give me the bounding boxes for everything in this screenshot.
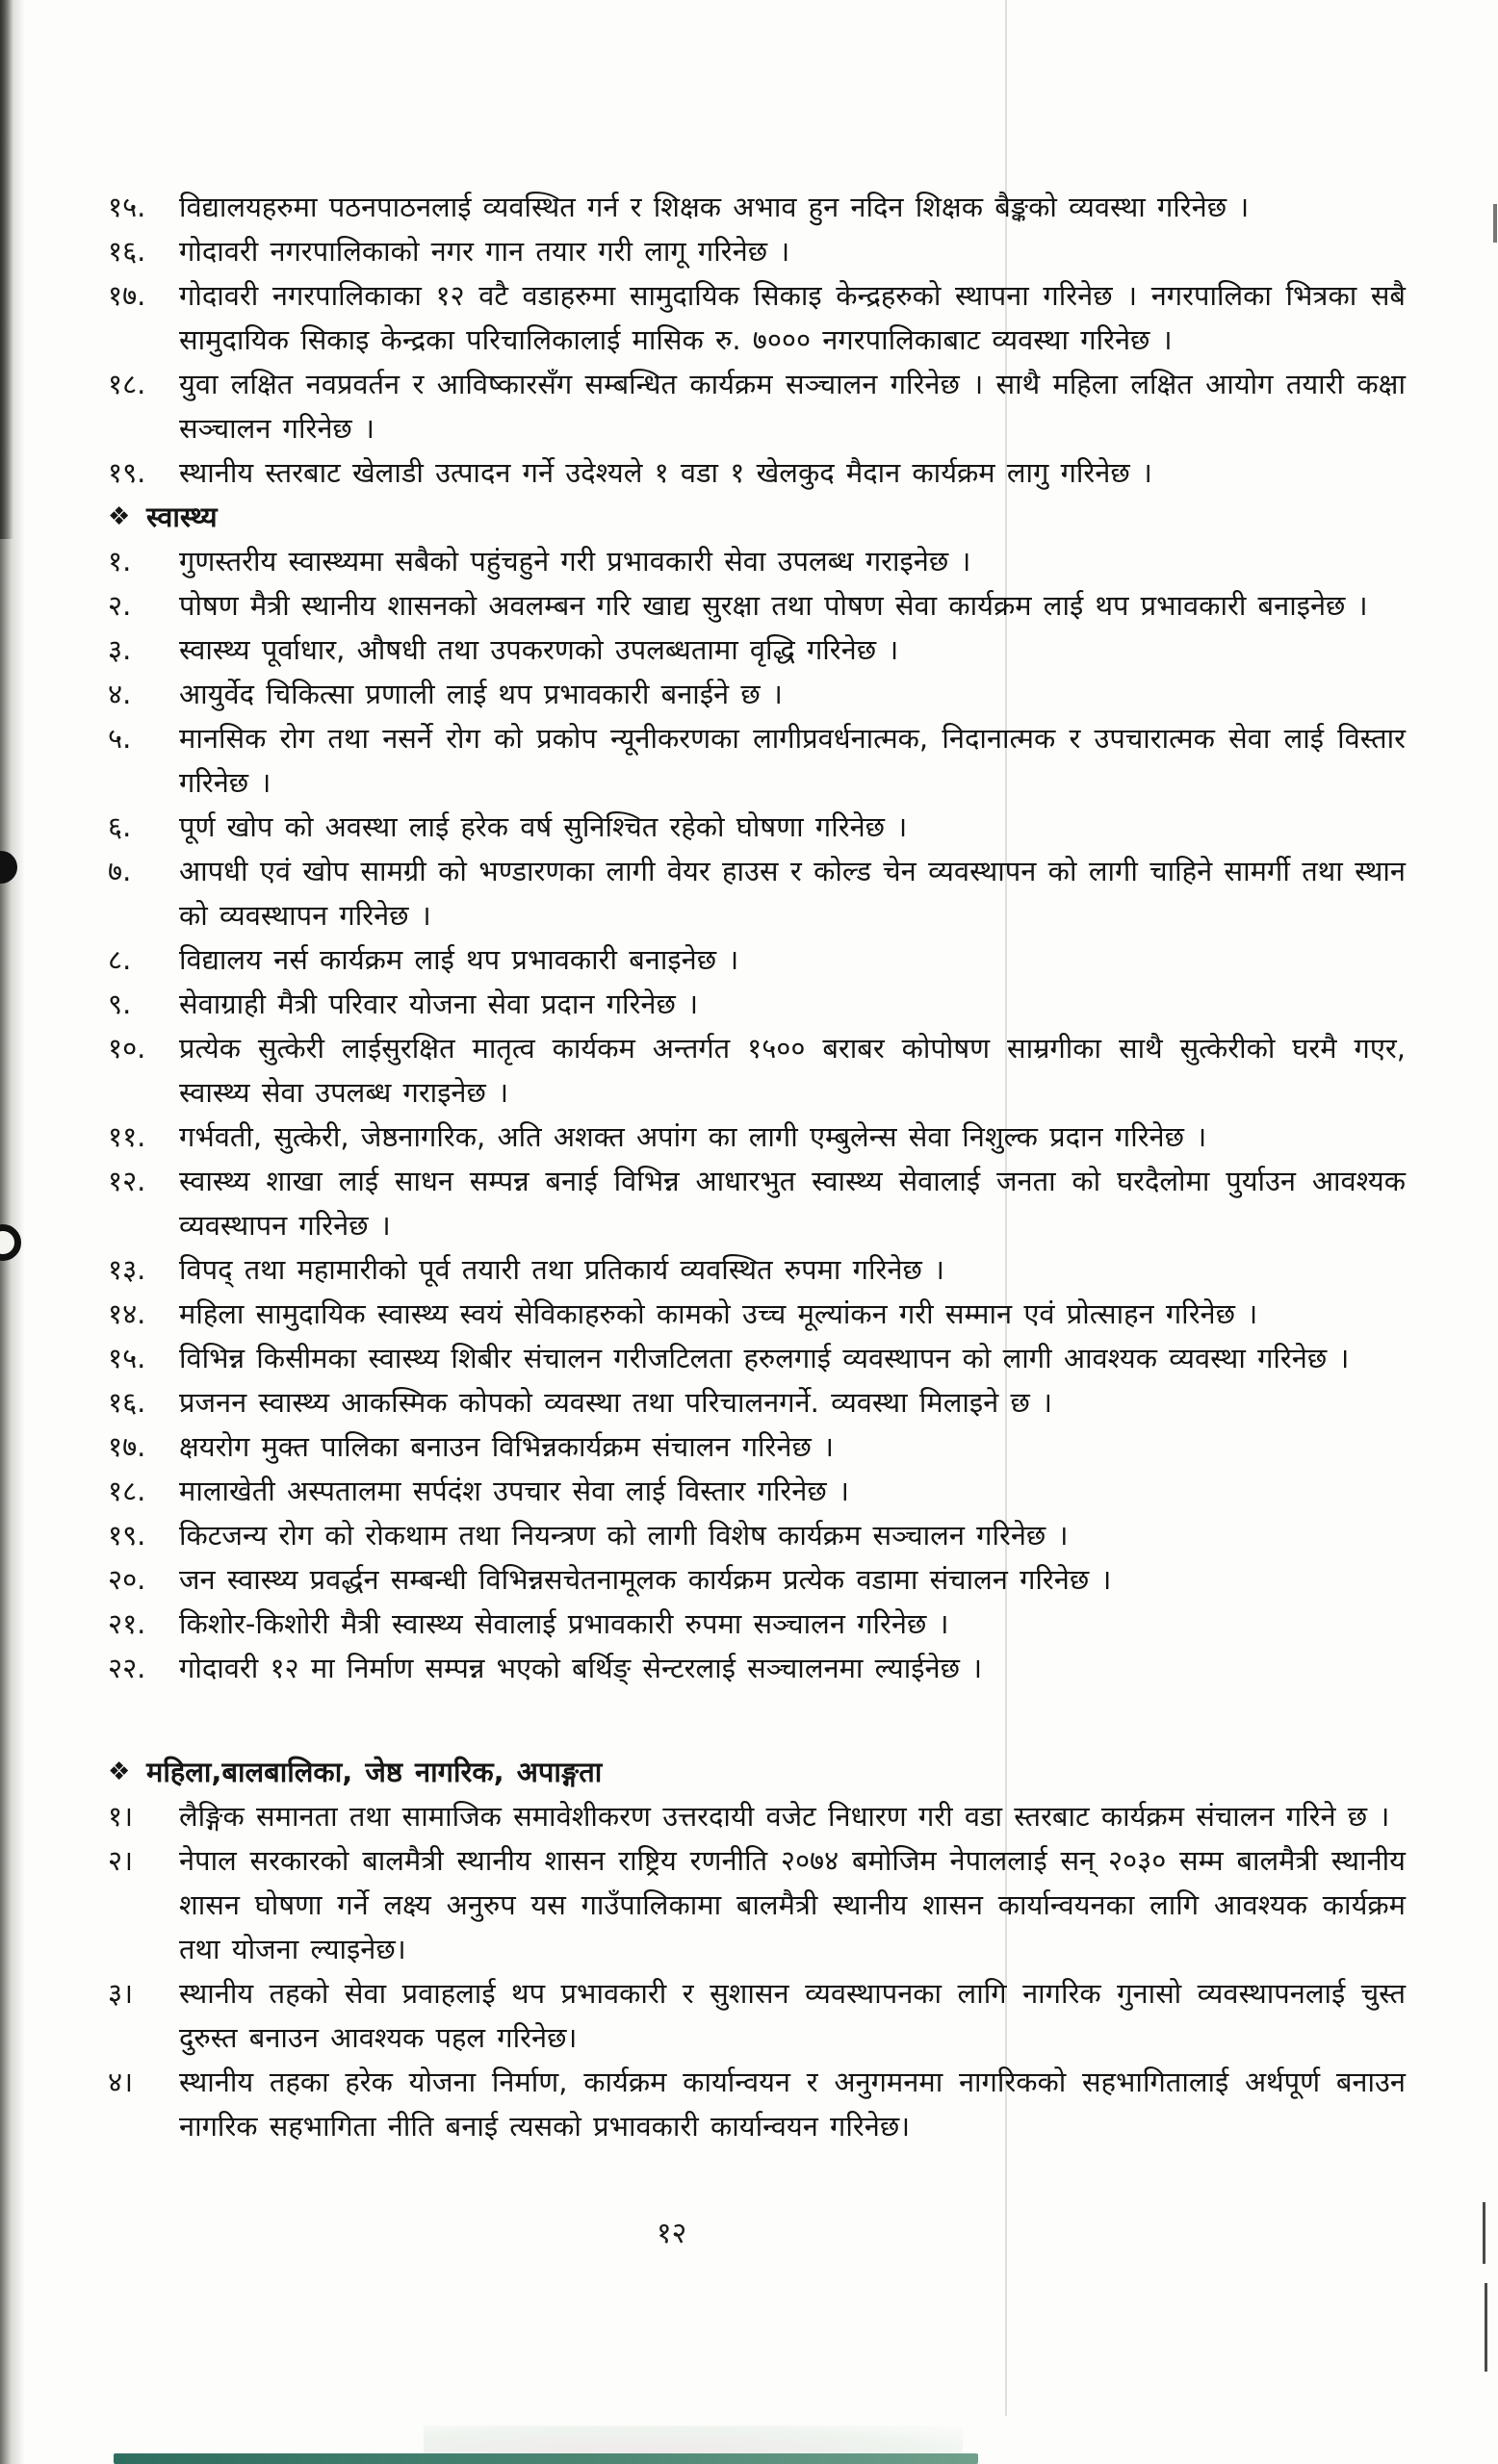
list-item (108, 2060, 1406, 2148)
list-item (108, 1513, 1406, 1557)
item-text: गोदावरी नगरपालिकाका १२ वटै वडाहरुमा सामुदायिक सिकाइ केन्द्रहरुको स्थापना गरिनेछ । नगरपालिका भित्रका सबै सामुदायिक सिकाइ केन्द्रका परिचालिकालाई मासिक रु. ७००० नगरपालिकाबाट व्यवस्था गरिनेछ । (179, 279, 1406, 356)
list-item (108, 849, 1406, 937)
list-item (108, 1336, 1406, 1380)
item-text: आपधी एवं खोप सामग्री को भण्डारणका लागी वेयर हाउस र कोल्ड चेन व्यवस्थापन को लागी चाहिने सामर्गी तथा स्थान को व्यवस्थापन गरिनेछ । (179, 855, 1406, 932)
item-text: आयुर्वेद चिकित्सा प्रणाली लाई थप प्रभावकारी बनाईने छ । (179, 678, 783, 710)
item-number: ५. (108, 722, 132, 755)
list-item (108, 1838, 1406, 1971)
list-item (108, 362, 1406, 450)
item-number: ३। (108, 1977, 134, 2010)
scan-edge-artifact (1485, 2283, 1487, 2372)
item-text: स्थानीय तहका हरेक योजना निर्माण, कार्यक्रम कार्यान्वयन र अनुगमनमा नागरिकको सहभागितालाई अर्थपूर्ण बनाउन नागरिक सहभागिता नीति बनाई त्यसको प्रभावकारी कार्यान्वयन गरिनेछ। (179, 2066, 1406, 2143)
item-number: १। (108, 1800, 134, 1833)
list-item (108, 1292, 1406, 1336)
list-item (108, 982, 1406, 1026)
list-item (108, 1247, 1406, 1292)
item-number: १. (108, 545, 132, 578)
list-item (108, 229, 1406, 273)
item-text: विभिन्न किसीमका स्वास्थ्य शिबीर संचालन गरीजटिलता हरुलगाई व्यवस्थापन को लागी आवश्यक व्यवस्था गरिनेछ । (179, 1342, 1350, 1374)
item-text: क्षयरोग मुक्त पालिका बनाउन विभिन्नकार्यक्रम संचालन गरिनेछ । (179, 1430, 835, 1463)
document-content (108, 185, 1406, 2256)
item-number: १०. (108, 1032, 146, 1065)
item-text: नेपाल सरकारको बालमैत्री स्थानीय शासन राष्ट्रिय रणनीति २०७४ बमोजिम नेपाललाई सन् २०३० सम्म बालमैत्री स्थानीय शासन घोषणा गर्ने लक्ष्य अनुरुप यस गाउँपालिकामा बालमैत्री स्थानीय शासन कार्यान्वयनका लागि आवश्यक कार्यक्रम तथा योजना ल्याइनेछ। (179, 1844, 1406, 1965)
item-number: १६. (108, 235, 146, 268)
list-item (108, 1380, 1406, 1424)
list-item (108, 1159, 1406, 1247)
item-text: गर्भवती, सुत्केरी, जेष्ठनागरिक, अति अशक्त अपांग का लागी एम्बुलेन्स सेवा निशुल्क प्रदान गरिनेछ । (179, 1120, 1207, 1153)
bottom-color-strip (114, 2453, 978, 2464)
item-text: किटजन्य रोग को रोकथाम तथा नियन्त्रण को लागी विशेष कार्यक्रम सञ्चालन गरिनेछ । (179, 1519, 1069, 1552)
item-number: १५. (108, 191, 146, 223)
list-social-items (108, 1794, 1406, 2148)
item-number: २०. (108, 1563, 146, 1596)
item-number: २२. (108, 1652, 146, 1684)
item-number: ३. (108, 633, 132, 666)
section-gap (108, 1690, 1406, 1750)
item-number: ८. (108, 943, 132, 976)
scan-edge-shadow-top (0, 0, 13, 539)
item-text: विद्यालयहरुमा पठनपाठनलाई व्यवस्थित गर्न र शिक्षक अभाव हुन नदिन शिक्षक बैङ्कको व्यवस्था गरिनेछ । (179, 191, 1250, 223)
section-header-health (108, 495, 1406, 539)
item-text: पूर्ण खोप को अवस्था लाई हरेक वर्ष सुनिश्चित रहेको घोषणा गरिनेछ । (179, 810, 908, 843)
item-number: ६. (108, 810, 132, 843)
item-number: ९. (108, 988, 132, 1020)
item-text: पोषण मैत्री स्थानीय शासनको अवलम्बन गरि खाद्य सुरक्षा तथा पोषण सेवा कार्यक्रम लाई थप प्रभावकारी बनाइनेछ । (179, 589, 1368, 622)
list-item (108, 1794, 1406, 1838)
list-item (108, 1646, 1406, 1690)
list-item (108, 628, 1406, 672)
item-number: ७. (108, 855, 132, 887)
section-title: महिला,बालबालिका, जेष्ठ नागरिक, अपाङ्गता (146, 1756, 603, 1788)
item-text: विद्यालय नर्स कार्यक्रम लाई थप प्रभावकारी बनाइनेछ । (179, 943, 739, 976)
list-item (108, 1026, 1406, 1115)
item-text: गोदावरी नगरपालिकाको नगर गान तयार गरी लागू गरिनेछ । (179, 235, 790, 268)
section-header-social (108, 1750, 1406, 1794)
list-item (108, 716, 1406, 805)
scan-edge-artifact (1493, 204, 1497, 243)
item-number: १२. (108, 1165, 146, 1197)
page-number: १२ (657, 2217, 687, 2250)
item-number: १९. (108, 1519, 146, 1552)
item-number: १७. (108, 1430, 146, 1463)
item-text: किशोर-किशोरी मैत्री स्वास्थ्य सेवालाई प्रभावकारी रुपमा सञ्चालन गरिनेछ । (179, 1607, 949, 1640)
item-number: १७. (108, 279, 146, 312)
item-number: २. (108, 589, 132, 622)
item-text: स्थानीय तहको सेवा प्रवाहलाई थप प्रभावकारी र सुशासन व्यवस्थापनका लागि नागरिक गुनासो व्यवस्थापनलाई चुस्त दुरुस्त बनाउन आवश्यक पहल गरिनेछ। (179, 1977, 1406, 2054)
item-text: स्वास्थ्य पूर्वाधार, औषधी तथा उपकरणको उपलब्धतामा वृद्धि गरिनेछ । (179, 633, 899, 666)
list-item (108, 937, 1406, 982)
item-text: विपद् तथा महामारीको पूर्व तयारी तथा प्रतिकार्य व्यवस्थित रुपमा गरिनेछ । (179, 1253, 944, 1286)
item-number: ४. (108, 678, 132, 710)
list-item (108, 539, 1406, 583)
list-item (108, 1424, 1406, 1469)
list-item (108, 805, 1406, 849)
item-text: युवा लक्षित नवप्रवर्तन र आविष्कारसँग सम्बन्धित कार्यक्रम सञ्चालन गरिनेछ । साथै महिला लक्षित आयोग तयारी कक्षा सञ्चालन गरिनेछ । (179, 368, 1406, 445)
item-text: मानसिक रोग तथा नसर्ने रोग को प्रकोप न्यूनीकरणका लागीप्रवर्धनात्मक, निदानात्मक र उपचारात्मक सेवा लाई विस्तार गरिनेछ । (179, 722, 1406, 799)
item-text: लैङ्गिक समानता तथा सामाजिक समावेशीकरण उत्तरदायी वजेट निधारण गरी वडा स्तरबाट कार्यक्रम संचालन गरिने छ । (179, 1800, 1390, 1833)
scan-edge-artifact (1483, 2202, 1485, 2264)
item-text: प्रत्येक सुत्केरी लाईसुरक्षित मातृत्व कार्यकम अन्तर्गत १५०० बराबर कोपोषण साम्रगीका साथै सुत्केरीको घरमै गएर, स्वास्थ्य सेवा उपलब्ध गराइनेछ । (179, 1032, 1406, 1109)
diamond-bullet-icon: ❖ (108, 1758, 131, 1786)
list-item (108, 1971, 1406, 2060)
item-number: १८. (108, 368, 146, 400)
item-text: स्थानीय स्तरबाट खेलाडी उत्पादन गर्ने उदेश्यले १ वडा १ खेलकुद मैदान कार्यक्रम लागु गरिनेछ । (179, 456, 1152, 489)
list-item (108, 1115, 1406, 1159)
item-number: १९. (108, 456, 146, 489)
item-number: २१. (108, 1607, 146, 1640)
list-health-items (108, 539, 1406, 1690)
list-item (108, 672, 1406, 716)
list-item (108, 450, 1406, 495)
item-number: ४। (108, 2066, 134, 2098)
item-text: स्वास्थ्य शाखा लाई साधन सम्पन्न बनाई विभिन्न आधारभुत स्वास्थ्य सेवालाई जनता को घरदैलोमा पुर्याउन आवश्यक व्यवस्थापन गरिनेछ । (179, 1165, 1406, 1242)
list-item (108, 273, 1406, 362)
item-number: १६. (108, 1386, 146, 1419)
list-item (108, 583, 1406, 628)
item-number: १८. (108, 1475, 146, 1507)
diamond-bullet-icon: ❖ (108, 502, 131, 531)
list-item (108, 1469, 1406, 1513)
item-number: १४. (108, 1297, 146, 1330)
item-text: सेवाग्राही मैत्री परिवार योजना सेवा प्रदान गरिनेछ । (179, 988, 699, 1020)
list-item (108, 185, 1406, 229)
item-number: १३. (108, 1253, 146, 1286)
list-continued-items (108, 185, 1406, 495)
section-title: स्वास्थ्य (146, 500, 218, 533)
item-number: २। (108, 1844, 134, 1877)
item-number: १५. (108, 1342, 146, 1374)
item-text: प्रजनन स्वास्थ्य आकस्मिक कोपको व्यवस्था तथा परिचालनगर्ने. व्यवस्था मिलाइने छ । (179, 1386, 1053, 1419)
list-item (108, 1602, 1406, 1646)
item-text: मालाखेती अस्पतालमा सर्पदंश उपचार सेवा लाई विस्तार गरिनेछ । (179, 1475, 849, 1507)
item-text: महिला सामुदायिक स्वास्थ्य स्वयं सेविकाहरुको कामको उच्च मूल्यांकन गरी सम्मान एवं प्रोत्साहन गरिनेछ । (179, 1297, 1258, 1330)
item-text: गुणस्तरीय स्वास्थ्यमा सबैको पहुंचहुने गरी प्रभावकारी सेवा उपलब्ध गराइनेछ । (179, 545, 971, 578)
list-item (108, 1557, 1406, 1602)
item-text: गोदावरी १२ मा निर्माण सम्पन्न भएको बर्थिङ् सेन्टरलाई सञ्चालनमा ल्याईनेछ । (179, 1652, 983, 1684)
item-text: जन स्वास्थ्य प्रवर्द्धन सम्बन्धी विभिन्नसचेतनामूलक कार्यक्रम प्रत्येक वडामा संचालन गरिनेछ । (179, 1563, 1112, 1596)
item-number: ११. (108, 1120, 146, 1153)
